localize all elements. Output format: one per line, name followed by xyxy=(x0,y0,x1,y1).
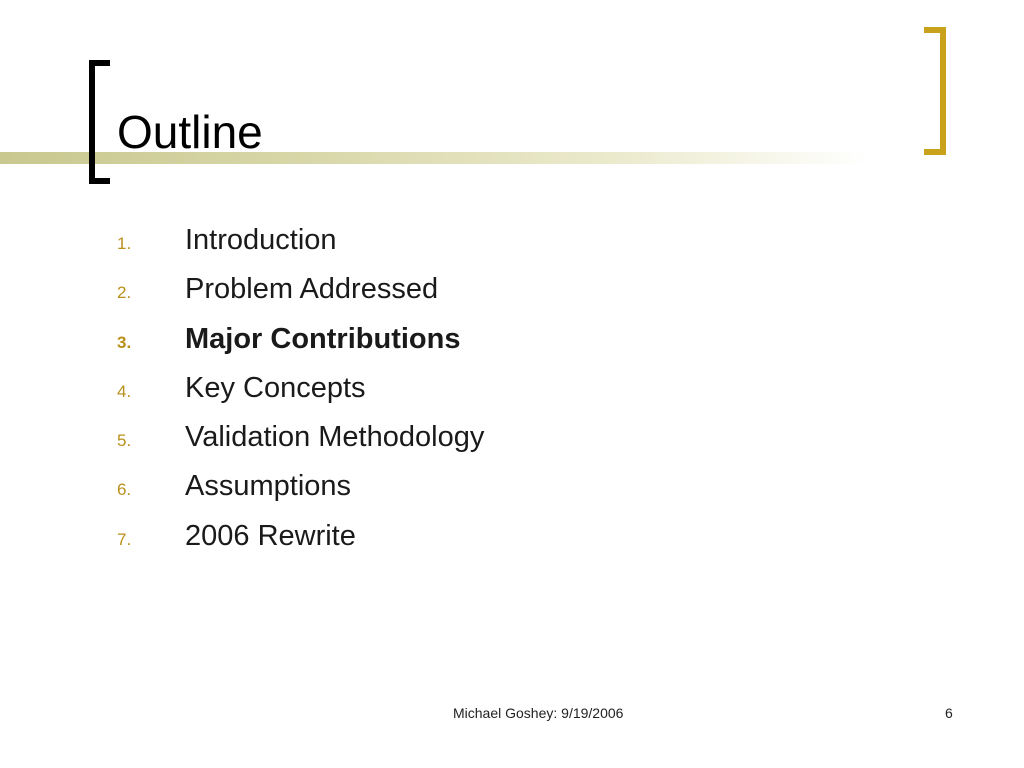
outline-item-number: 4. xyxy=(117,381,132,401)
slide-title: Outline xyxy=(117,106,263,158)
outline-item xyxy=(117,224,484,273)
outline-item-number: 3. xyxy=(117,332,132,352)
outline-item xyxy=(117,372,484,421)
outline-item-label: Problem Addressed xyxy=(185,273,439,306)
footer-author-date: Michael Goshey: 9/19/2006 xyxy=(453,705,624,721)
outline-item-current xyxy=(117,323,484,372)
page-number: 6 xyxy=(945,705,953,721)
outline-item-number: 2. xyxy=(117,283,132,303)
outline-item-number: 1. xyxy=(117,234,132,253)
outline-item-label: Key Concepts xyxy=(185,371,366,404)
outline-item-label: Introduction xyxy=(185,224,337,256)
outline-item-number: 6. xyxy=(117,480,132,500)
outline-item xyxy=(117,421,484,470)
outline-item-label: Major Contributions xyxy=(185,322,461,355)
right-bracket-decoration xyxy=(924,27,946,155)
outline-list xyxy=(117,224,484,569)
outline-item xyxy=(117,520,484,569)
outline-item xyxy=(117,273,484,322)
outline-item-number: 7. xyxy=(117,529,132,549)
outline-item-number: 5. xyxy=(117,431,132,451)
left-bracket-decoration xyxy=(89,60,110,184)
outline-item-label: 2006 Rewrite xyxy=(185,519,356,552)
outline-item-label: Assumptions xyxy=(185,470,352,503)
outline-item xyxy=(117,470,484,519)
outline-item-label: Validation Methodology xyxy=(185,421,485,454)
